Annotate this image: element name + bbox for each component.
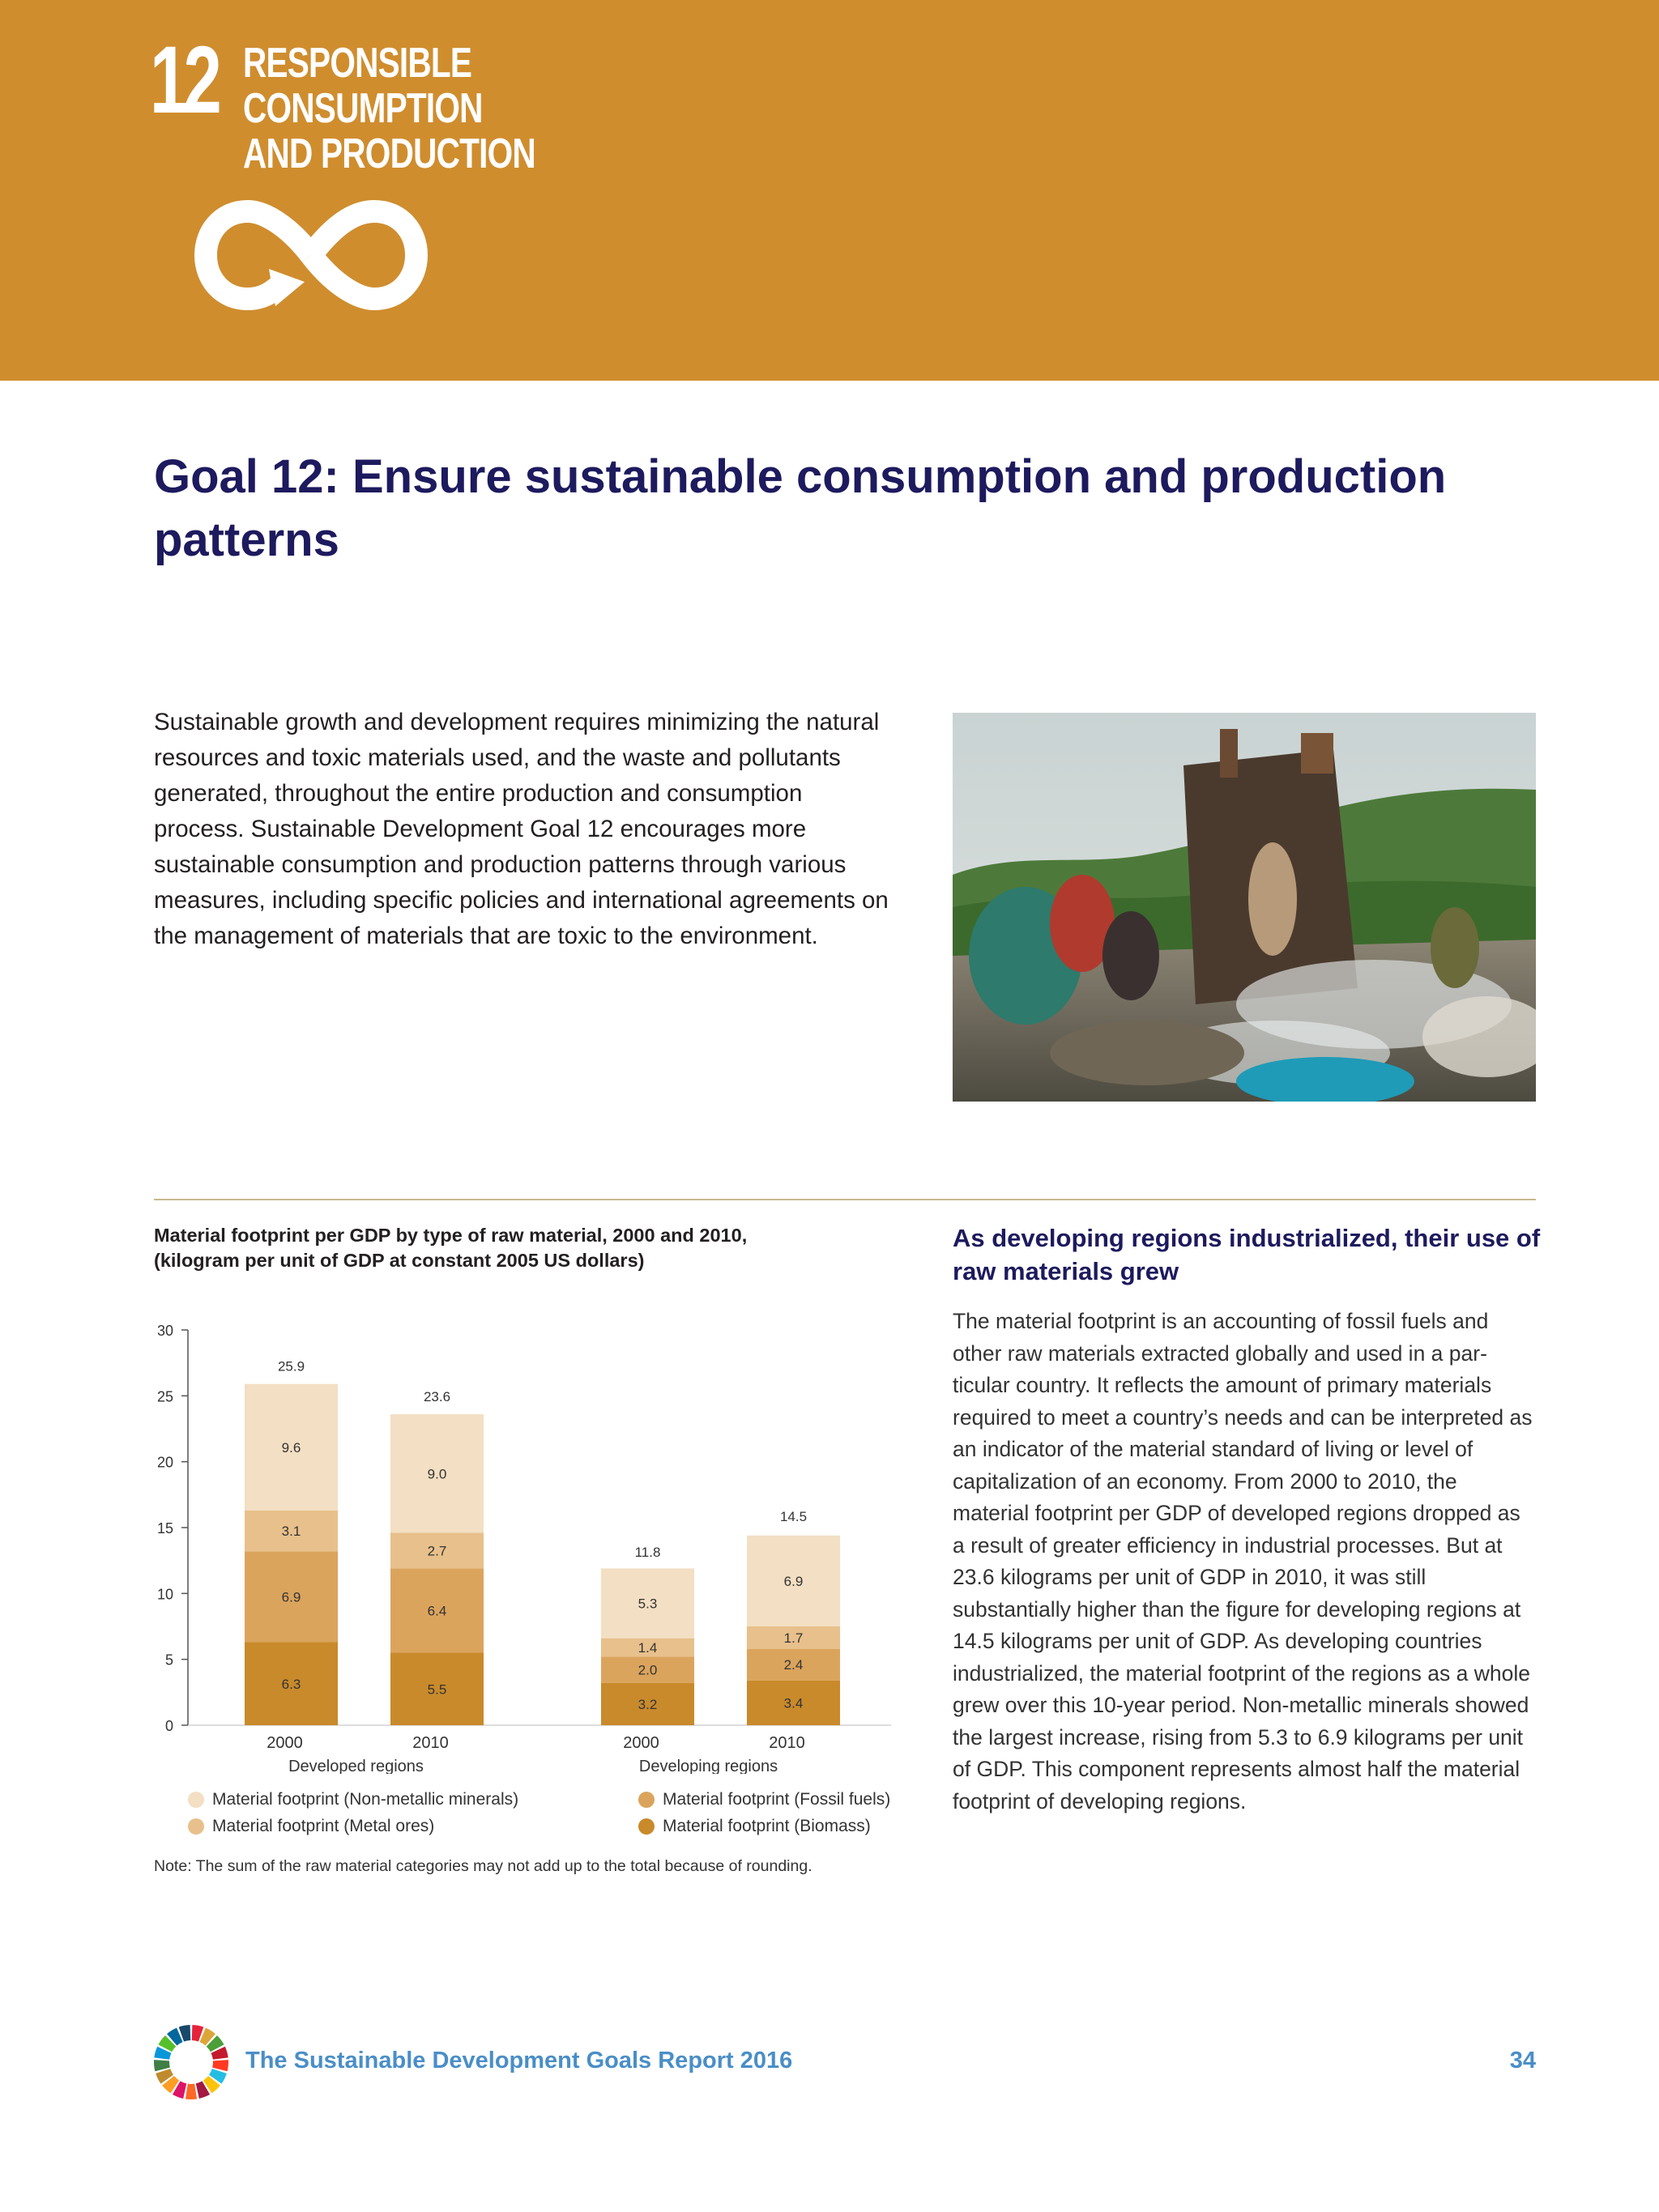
landfill-photo — [953, 713, 1536, 1102]
segment-value-label: 9.0 — [427, 1466, 447, 1482]
x-tick-label: 2000 — [623, 1734, 659, 1752]
legend-swatch-biomass — [638, 1818, 655, 1835]
legend-label: Material footprint (Non-metallic minerals) — [212, 1790, 519, 1809]
goal-label-line: AND PRODUCTION — [243, 130, 535, 177]
legend-item — [188, 1790, 518, 1809]
sdg-wheel-icon — [152, 2023, 230, 2101]
segment-value-label: 3.2 — [638, 1696, 658, 1712]
intro-paragraph: Sustainable growth and development requires minimizing the natural resources and toxic materials used, and the waste and pollutants generated, throughout the entire production and consumption process. Sustainable Development Goal 12 encourages more sustainable consumption and production patterns through various measures, including specific policies and international agreements on the management of materials that are toxic to the environment. — [154, 709, 889, 949]
legend-label: Material footprint (Biomass) — [663, 1817, 871, 1835]
y-tick-label: 25 — [156, 1388, 173, 1405]
goal-number: 12 — [150, 27, 217, 134]
section-divider — [154, 1199, 1536, 1200]
page-number: 34 — [1509, 2048, 1536, 2073]
chart-title-line: (kilogram per unit of GDP at constant 2005 US dollars) — [154, 1250, 645, 1271]
segment-value-label: 2.4 — [783, 1657, 804, 1673]
infinity-arrow-icon — [191, 191, 431, 319]
chart-title — [154, 1223, 883, 1273]
x-tick-label: 2010 — [412, 1734, 449, 1752]
chart-legend — [188, 1790, 917, 1847]
y-tick-label: 0 — [164, 1718, 173, 1734]
goal-label-line: RESPONSIBLE — [243, 40, 472, 87]
legend-item — [638, 1790, 890, 1809]
segment-value-label: 2.7 — [427, 1543, 447, 1559]
y-tick-label: 5 — [164, 1652, 173, 1669]
segment-value-label: 1.4 — [638, 1640, 658, 1656]
segment-value-label: 3.1 — [281, 1524, 301, 1540]
y-tick-label: 20 — [156, 1454, 173, 1471]
total-value-label: 25.9 — [277, 1358, 305, 1375]
wheel-segment — [212, 2060, 228, 2071]
legend-item — [188, 1817, 434, 1836]
y-tick-label: 30 — [156, 1323, 173, 1339]
segment-value-label: 1.7 — [783, 1630, 804, 1646]
section-body: The material footprint is an accounting of fossil fuels and other raw materials extracted globally and used in a particular country. It reflects the amount of primary materials required to meet a country’s needs and can be interpreted as an indicator of the material standard of living or level of capitalization of an economy. From 2000 to 2010, the material footprint per GDP of developed regions dropped as a result of greater efficiency in industrial processes. But at 23.6 kilograms per unit of GDP in 2010, it was still substantially higher than the figure for developing regions at 14.5 kilograms per unit of GDP. As developing countries industrialized, the material footprint of the regions as a whole grew over this 10-year period. Non-metallic minerals showed the largest increase, rising from 5.3 to 6.9 kilograms per unit of GDP. This component represents almost half the material footprint of developing regions. — [953, 1309, 1533, 1813]
segment-value-label: 6.4 — [427, 1603, 447, 1619]
segment-value-label: 5.3 — [638, 1596, 658, 1612]
y-tick-label: 15 — [156, 1520, 173, 1536]
legend-swatch-fossil-fuels — [638, 1792, 655, 1808]
wheel-segment — [154, 2060, 170, 2071]
total-value-label: 11.8 — [634, 1545, 661, 1561]
goal-banner — [0, 0, 1659, 381]
total-value-label: 14.5 — [779, 1509, 808, 1525]
group-label: Developing regions — [638, 1758, 778, 1774]
segment-value-label: 6.9 — [783, 1573, 804, 1589]
legend-item — [638, 1817, 871, 1836]
goal-label-line: CONSUMPTION — [243, 85, 483, 132]
group-label: Developed regions — [288, 1758, 424, 1774]
x-tick-label: 2000 — [267, 1734, 303, 1752]
report-title: The Sustainable Development Goals Report 2016 — [245, 2048, 793, 2073]
segment-value-label: 6.3 — [281, 1676, 301, 1692]
x-tick-label: 2010 — [769, 1734, 805, 1752]
segment-value-label: 2.0 — [638, 1662, 658, 1678]
y-tick-label: 10 — [156, 1586, 173, 1603]
chart-note: Note: The sum of the raw material categories may not add up to the total because of rounding. — [154, 1857, 812, 1875]
material-footprint-chart — [146, 1296, 907, 1774]
legend-label: Material footprint (Metal ores) — [212, 1817, 435, 1835]
legend-swatch-metal-ores — [188, 1818, 204, 1835]
legend-swatch-non-metallic — [188, 1792, 204, 1808]
wheel-segment — [186, 2084, 197, 2099]
total-value-label: 23.6 — [423, 1389, 451, 1405]
segment-value-label: 6.9 — [281, 1589, 301, 1605]
segment-value-label: 3.4 — [783, 1695, 804, 1711]
segment-value-label: 5.5 — [427, 1681, 447, 1698]
section-heading: As developing regions industrialized, their use of raw materials grew — [953, 1224, 1541, 1285]
segment-value-label: 9.6 — [281, 1439, 301, 1455]
page-title: Goal 12: Ensure sustainable consumption and production patterns — [154, 450, 1447, 566]
legend-label: Material footprint (Fossil fuels) — [663, 1790, 891, 1809]
goal-label — [243, 40, 535, 177]
chart-title-line: Material footprint per GDP by type of raw material, 2000 and 2010, — [154, 1225, 748, 1246]
